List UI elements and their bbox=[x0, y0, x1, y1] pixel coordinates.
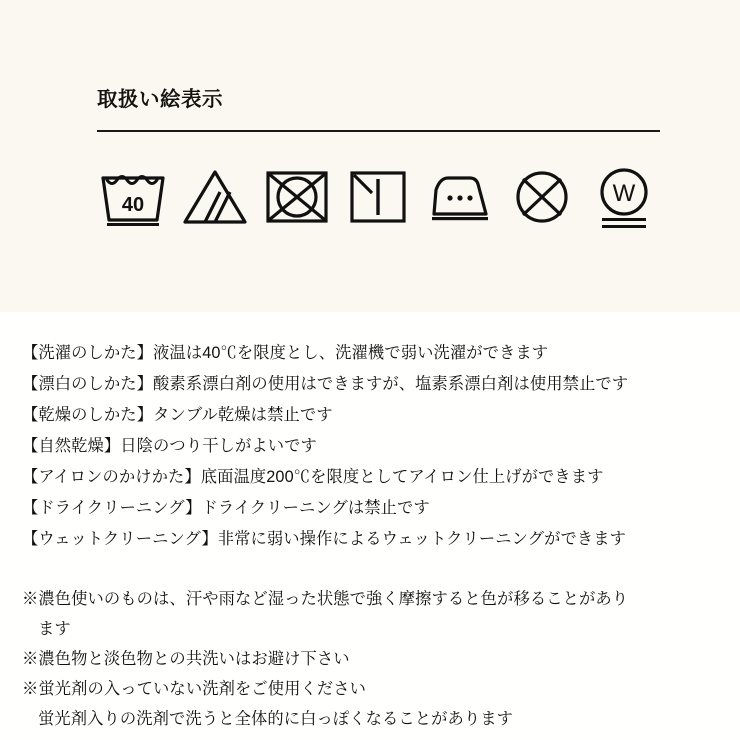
note-item: ます bbox=[38, 620, 71, 638]
list-item: 【ドライクリーニング】ドライクリーニングは禁止です bbox=[22, 499, 430, 517]
instruction-list bbox=[22, 338, 722, 555]
dry-clean-prohibited-symbol bbox=[506, 155, 578, 239]
list-item: 【ウェットクリーニング】非常に弱い操作によるウェットクリーニングができます bbox=[22, 530, 626, 548]
title-divider bbox=[97, 130, 660, 132]
iron-200-symbol bbox=[424, 155, 496, 239]
notes-list bbox=[22, 584, 722, 734]
note-item: ※濃色使いのものは、汗や雨など湿った状態で強く摩擦すると色が移ることがあり bbox=[22, 590, 629, 608]
wash-40-symbol bbox=[97, 155, 169, 239]
bleach-oxygen-only-symbol bbox=[179, 155, 251, 239]
note-item: ※蛍光剤の入っていない洗剤をご使用ください bbox=[22, 680, 367, 698]
care-symbol-panel bbox=[0, 0, 740, 312]
svg-text:W: W bbox=[612, 180, 636, 207]
list-item: 【漂白のしかた】酸素系漂白剤の使用はできますが、塩素系漂白剤は使用禁止です bbox=[22, 375, 629, 393]
note-item: ※濃色物と淡色物との共洗いはお避け下さい bbox=[22, 650, 350, 668]
page-title: 取扱い絵表示 bbox=[97, 88, 223, 111]
line-dry-in-shade-symbol bbox=[342, 155, 414, 239]
list-item: 【自然乾燥】日陰のつり干しがよいです bbox=[22, 437, 317, 455]
care-symbol-row bbox=[97, 152, 660, 242]
list-item: 【乾燥のしかた】タンブル乾燥は禁止です bbox=[22, 406, 333, 424]
wet-clean-very-mild-symbol bbox=[588, 155, 660, 239]
list-item: 【アイロンのかけかた】底面温度200℃を限度としてアイロン仕上げができます bbox=[22, 468, 604, 486]
svg-text:40: 40 bbox=[121, 194, 145, 216]
note-item: 蛍光剤入りの洗剤で洗うと全体的に白っぽくなることがあります bbox=[38, 710, 514, 728]
tumble-dry-prohibited-symbol bbox=[261, 155, 333, 239]
list-item: 【洗濯のしかた】液温は40℃を限度とし、洗濯機で弱い洗濯ができます bbox=[22, 344, 549, 362]
